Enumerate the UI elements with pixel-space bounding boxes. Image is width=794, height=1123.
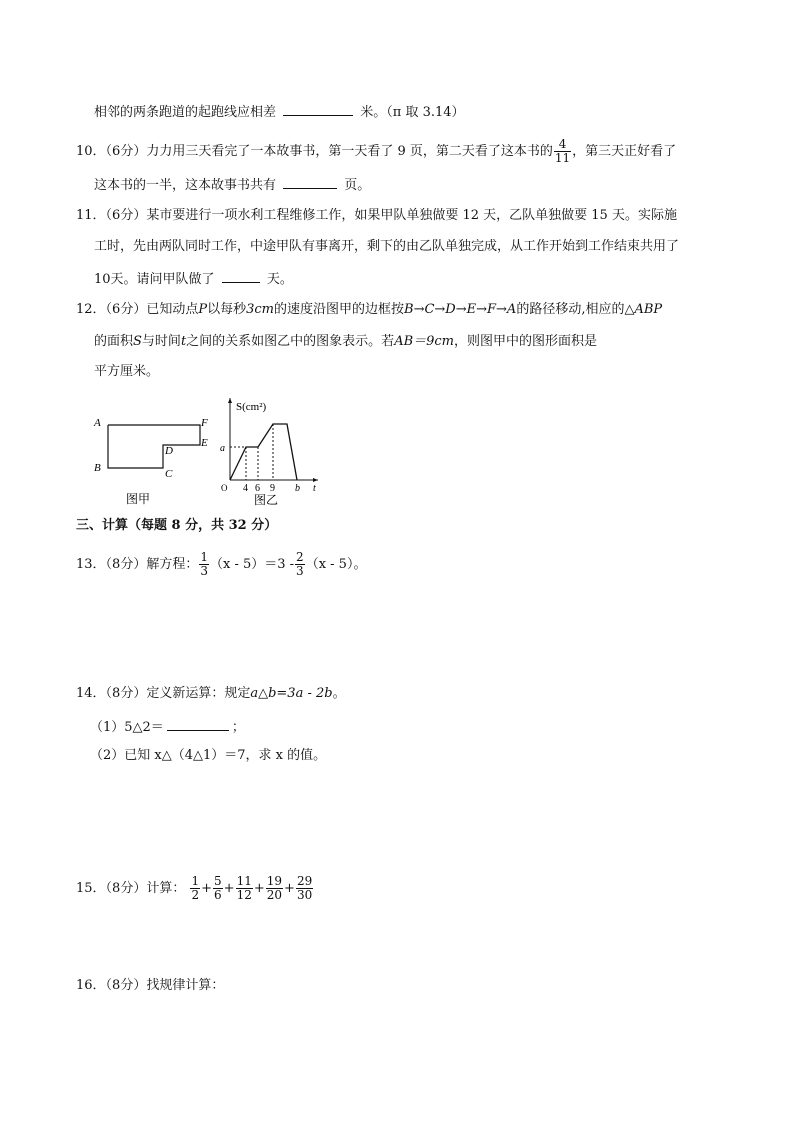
fraction-5-6: $\frac{5}{6}$ [214,874,222,902]
s-t-curve [230,424,297,480]
figure-jia-outline [108,425,200,468]
question-14-part-2: （2）已知 x△（4△1）＝7，求 x 的值。 [90,748,327,763]
y-axis-label: S(cm²) [236,401,267,413]
answer-blank-q14-1[interactable] [167,716,229,731]
question-11-line-3: 10天。请问甲队做了 天。 [94,268,293,290]
fraction-4-11: $\frac{4}{11}$ [554,137,571,165]
answer-blank-q10[interactable] [283,174,337,189]
section-3-heading: 三、计算（每题 8 分，共 32 分） [76,518,278,533]
figure-jia-caption: 图甲 [126,492,151,506]
y-axis-arrow [228,398,232,403]
tick-a: a [220,443,225,454]
tick-b: b [295,483,300,494]
label-D: D [165,445,173,457]
question-12-line-2: 的面积S与时间t之间的关系如图乙中的图象表示。若AB＝9cm，则图甲中的图形面积是 [94,334,598,349]
question-12-line-3: 平方厘米。 [94,364,160,379]
label-E: E [201,437,208,449]
label-C: C [165,468,173,480]
fraction-29-30: $\frac{29}{30}$ [296,874,313,902]
fraction-19-20: $\frac{19}{20}$ [266,874,283,902]
label-A: A [94,417,101,429]
figure-yi-caption: 图乙 [254,493,279,507]
question-10-line-2: 这本书的一半，这本故事书共有 页。 [94,174,370,196]
fraction-2-3: $\frac{2}{3}$ [296,550,304,578]
answer-blank-q11[interactable] [222,268,260,283]
q9-continuation: 相邻的两条跑道的起跑线应相差 米。（π 取 3.14） [94,101,465,123]
question-14: 14．（8分）定义新运算：规定a△b=3a - 2b。 [76,686,346,701]
x-axis-label: t [313,483,316,494]
label-F: F [201,417,208,429]
fraction-11-12: $\frac{11}{12}$ [236,874,252,902]
question-13: 13．（8分）解方程： $\frac{1}{3}$ （x - 5）＝3 - $\frac{2}{3}$ （x - 5）。 [76,550,367,578]
fraction-1-2: $\frac{1}{2}$ [191,874,200,902]
x-axis-arrow [313,478,318,482]
label-B: B [94,462,101,474]
figure-jia [88,400,218,510]
question-11-line-2: 工时，先由两队同时工作，中途甲队有事离开，剩下的由乙队单独完成，从工作开始到工作结束共用了 [94,239,680,254]
question-11-line-1: 11．（6分）某市要进行一项水利工程维修工作，如果甲队单独做要 12 天，乙队单独做要 15 天。实际施 [76,208,677,223]
question-12-line-1: 12．（6分）已知动点P以每秒3cm的速度沿图甲的边框按B→C→D→E→F→A的路径移动,相应的△ABP [76,302,663,317]
answer-blank-q9[interactable] [283,101,353,116]
tick-9: 9 [270,483,275,494]
tick-6: 6 [255,483,260,494]
fraction-1-3: $\frac{1}{3}$ [200,550,208,578]
question-14-part-1: （1）5△2＝ ； [90,716,245,738]
figure-yi-graph [212,392,324,510]
question-10-line-1: 10．（6分）力力用三天看完了一本故事书，第一天看了 9 页，第二天看了这本书的 $\frac{4}{11}$ ，第三天正好看了 [76,137,677,165]
origin-label: O [221,483,228,493]
question-15: 15．（8分）计算： $\frac{1}{2}$ + $\frac{5}{6}$ + $\frac{11}{12}$ + $\frac{19}{20}$ + $\frac{29}{30}$ [76,874,313,902]
question-16: 16．（8分）找规律计算： [76,978,225,993]
tick-4: 4 [243,483,248,494]
